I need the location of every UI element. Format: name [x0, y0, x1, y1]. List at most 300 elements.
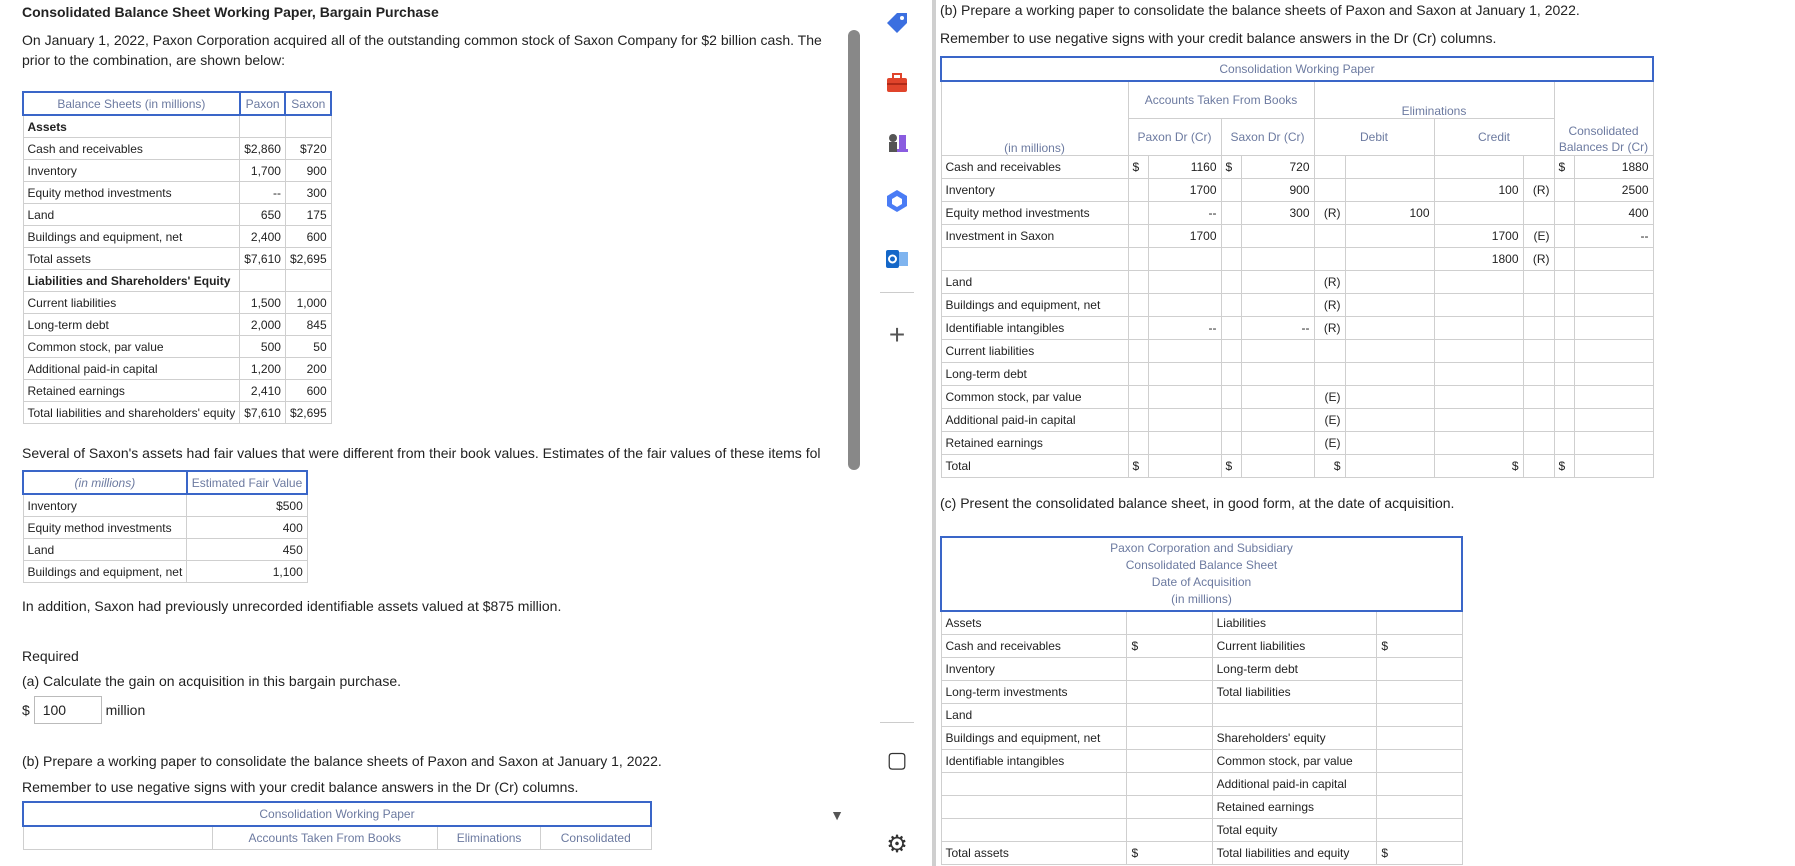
wp-saxon-dollar	[1221, 317, 1241, 340]
cbs-row	[941, 842, 1462, 865]
wp-paxon-input[interactable]	[1148, 409, 1221, 432]
wp-debit-code: (R)	[1314, 202, 1345, 225]
fv-value: $500	[187, 494, 308, 517]
bs-paxon-value: 2,410	[240, 380, 286, 402]
left-scrollbar[interactable]	[848, 30, 860, 470]
fv-label: Land	[23, 539, 187, 561]
wp-elim-header: Eliminations	[1314, 81, 1554, 119]
wp-paxon-input[interactable]: 1700	[1148, 179, 1221, 202]
wp-consol-input[interactable]	[1574, 409, 1653, 432]
cbs-liability-label: Common stock, par value	[1212, 750, 1377, 773]
tag-icon[interactable]	[882, 10, 912, 40]
wp-saxon-input[interactable]	[1241, 294, 1314, 317]
bs-header-cell: Paxon	[240, 92, 286, 115]
cbs-row	[941, 727, 1462, 750]
wp-credit-input[interactable]	[1434, 317, 1523, 340]
bs-row	[23, 402, 331, 424]
bs-saxon-value: 175	[285, 204, 331, 226]
wp-saxon-input[interactable]	[1241, 225, 1314, 248]
consolidated-balance-sheet	[940, 536, 1463, 865]
wp-account-label: Common stock, par value	[941, 386, 1128, 409]
wp-credit-code: (E)	[1523, 225, 1554, 248]
wp-paxon-input[interactable]: 1700	[1148, 225, 1221, 248]
wp-saxon-dollar	[1221, 225, 1241, 248]
bs-paxon-value: --	[240, 182, 286, 204]
wp-credit-input[interactable]	[1434, 386, 1523, 409]
cbs-asset-label: Long-term investments	[941, 681, 1127, 704]
wp-paxon-input[interactable]	[1148, 432, 1221, 455]
bs-row	[23, 314, 331, 336]
problem-title: Consolidated Balance Sheet Working Paper, Bargain Purchase	[22, 4, 439, 20]
wp-credit-input[interactable]	[1434, 432, 1523, 455]
cbs-asset-label: Total assets	[941, 842, 1127, 865]
wp-saxon-dollar	[1221, 340, 1241, 363]
bs-saxon-value: 600	[285, 226, 331, 248]
bs-paxon-value: $7,610	[240, 248, 286, 270]
right-pane	[940, 0, 1795, 866]
wp-debit-input[interactable]	[1345, 386, 1434, 409]
add-icon[interactable]: +	[888, 319, 906, 350]
wp-credit-code	[1523, 202, 1554, 225]
cbs-row	[941, 819, 1462, 842]
cbs-liability-input[interactable]	[1377, 796, 1462, 819]
fv-header-cell: Estimated Fair Value	[187, 471, 308, 494]
cbs-asset-input[interactable]	[1127, 796, 1212, 819]
bs-row	[23, 292, 331, 314]
cbs-asset-label: Buildings and equipment, net	[941, 727, 1127, 750]
fv-label: Equity method investments	[23, 517, 187, 539]
cbs-liability-input[interactable]	[1377, 704, 1462, 727]
wp-saxon-input[interactable]	[1241, 271, 1314, 294]
cbs-asset-label: Land	[941, 704, 1127, 727]
wp-row	[941, 248, 1653, 271]
part-b-instruction-left: Remember to use negative signs with your credit balance answers in the Dr (Cr) columns.	[22, 779, 579, 795]
wp-debit-input[interactable]	[1345, 248, 1434, 271]
fv-row	[23, 561, 307, 583]
wp-saxon-dollar	[1221, 294, 1241, 317]
panel-icon[interactable]: ▢	[886, 747, 908, 772]
wp-credit-code	[1523, 294, 1554, 317]
balance-sheets-table	[22, 91, 332, 424]
cbs-asset-input[interactable]	[1127, 611, 1212, 635]
wp-credit-code: (R)	[1523, 179, 1554, 202]
bs-label: Retained earnings	[23, 380, 240, 402]
cbs-asset-label: Cash and receivables	[941, 635, 1127, 658]
wp-debit-header: Debit	[1314, 119, 1434, 156]
wp-debit-code	[1314, 340, 1345, 363]
cbs-asset-label: Assets	[941, 611, 1127, 635]
wp-credit-code: (R)	[1523, 248, 1554, 271]
cbs-units: (in millions)	[1171, 592, 1232, 606]
bs-label: Liabilities and Shareholders' Equity	[23, 270, 240, 292]
bs-row	[23, 380, 331, 402]
wp-paxon-input[interactable]	[1148, 363, 1221, 386]
wp-credit-code	[1523, 432, 1554, 455]
wp-consol-dollar	[1554, 202, 1574, 225]
wp-paxon-dollar: $	[1128, 156, 1148, 179]
cbs-row	[941, 750, 1462, 773]
wp-saxon-input[interactable]	[1241, 432, 1314, 455]
wp-account-label: Land	[941, 271, 1128, 294]
bs-paxon-value: 1,200	[240, 358, 286, 380]
wp-consol-input[interactable]	[1574, 455, 1653, 478]
bs-saxon-value: 50	[285, 336, 331, 358]
wp-debit-code: $	[1314, 455, 1345, 478]
part-b-question: (b) Prepare a working paper to consolidate the balance sheets of Paxon and Saxon at January 1, 2022.	[940, 2, 1580, 18]
cbs-liability-input[interactable]	[1377, 611, 1462, 635]
wp-saxon-input[interactable]: 720	[1241, 156, 1314, 179]
intro-line-2: prior to the combination, are shown below:	[22, 52, 286, 68]
wp-credit-code	[1523, 386, 1554, 409]
gain-answer-row	[22, 696, 145, 724]
wp-debit-code	[1314, 179, 1345, 202]
cbs-asset-label	[941, 819, 1127, 842]
wp-consol-dollar	[1554, 294, 1574, 317]
wp-paxon-input[interactable]: --	[1148, 317, 1221, 340]
wp-paxon-input[interactable]	[1148, 294, 1221, 317]
wp-account-label: Cash and receivables	[941, 156, 1128, 179]
cbs-liability-label: Long-term debt	[1212, 658, 1377, 681]
wp-consol-input[interactable]	[1574, 340, 1653, 363]
copilot-icon[interactable]	[882, 188, 912, 218]
cbs-liability-label	[1212, 704, 1377, 727]
bs-saxon-value: 845	[285, 314, 331, 336]
wp-saxon-input[interactable]	[1241, 455, 1314, 478]
wp-consol-dollar: $	[1554, 455, 1574, 478]
settings-icon[interactable]: ⚙	[886, 831, 908, 858]
wp-row	[941, 294, 1653, 317]
cbs-row	[941, 611, 1462, 635]
bs-saxon-value	[285, 115, 331, 138]
required-label: Required	[22, 648, 79, 664]
bs-row	[23, 160, 331, 182]
cbs-row	[941, 704, 1462, 727]
cbs-asset-input[interactable]: $	[1127, 635, 1212, 658]
cbs-liability-input[interactable]	[1377, 819, 1462, 842]
wp-debit-input[interactable]	[1345, 294, 1434, 317]
wp-consol-input[interactable]	[1574, 432, 1653, 455]
wp-paxon-dollar	[1128, 363, 1148, 386]
wp-row	[941, 156, 1653, 179]
bs-label: Long-term debt	[23, 314, 240, 336]
wp-paxon-input[interactable]: --	[1148, 202, 1221, 225]
wp-account-label: Buildings and equipment, net	[941, 294, 1128, 317]
wp-books-header-left: Accounts Taken From Books	[212, 826, 438, 850]
wp-credit-input[interactable]	[1434, 271, 1523, 294]
wp-consol-input[interactable]: --	[1574, 225, 1653, 248]
wp-account-label: Current liabilities	[941, 340, 1128, 363]
part-b-instruction: Remember to use negative signs with your credit balance answers in the Dr (Cr) columns.	[940, 30, 1497, 46]
cbs-liability-input[interactable]	[1377, 727, 1462, 750]
million-label: million	[105, 702, 146, 718]
bs-header-cell: Balance Sheets (in millions)	[23, 92, 240, 115]
cbs-liability-label: Shareholders' equity	[1212, 727, 1377, 750]
cbs-row	[941, 681, 1462, 704]
wp-consol-input[interactable]	[1574, 271, 1653, 294]
bs-label: Buildings and equipment, net	[23, 226, 240, 248]
working-paper-table	[940, 56, 1654, 478]
browser-sidebar	[830, 0, 936, 866]
fv-label: Buildings and equipment, net	[23, 561, 187, 583]
wp-debit-code: (R)	[1314, 271, 1345, 294]
wp-saxon-input[interactable]	[1241, 363, 1314, 386]
bs-saxon-value: 900	[285, 160, 331, 182]
cbs-asset-label: Inventory	[941, 658, 1127, 681]
wp-debit-code	[1314, 363, 1345, 386]
wp-paxon-dollar	[1128, 248, 1148, 271]
bs-label: Equity method investments	[23, 182, 240, 204]
wp-consol-dollar	[1554, 386, 1574, 409]
wp-saxon-input[interactable]	[1241, 248, 1314, 271]
wp-saxon-dollar	[1221, 363, 1241, 386]
wp-elim-header-left: Eliminations	[438, 826, 541, 850]
wp-credit-input[interactable]	[1434, 156, 1523, 179]
wp-paxon-dollar	[1128, 432, 1148, 455]
wp-account-label: Equity method investments	[941, 202, 1128, 225]
wp-credit-header: Credit	[1434, 119, 1554, 156]
bs-label: Additional paid-in capital	[23, 358, 240, 380]
cbs-asset-input[interactable]	[1127, 727, 1212, 750]
cbs-liability-label: Additional paid-in capital	[1212, 773, 1377, 796]
fv-row	[23, 517, 307, 539]
bs-label: Land	[23, 204, 240, 226]
cbs-asset-input[interactable]	[1127, 681, 1212, 704]
wp-credit-input[interactable]	[1434, 294, 1523, 317]
cbs-asset-input[interactable]	[1127, 773, 1212, 796]
cbs-asset-label: Identifiable intangibles	[941, 750, 1127, 773]
wp-consol-dollar	[1554, 248, 1574, 271]
wp-debit-input[interactable]	[1345, 179, 1434, 202]
wp-paxon-dollar	[1128, 294, 1148, 317]
bs-row	[23, 248, 331, 270]
bs-saxon-value: 600	[285, 380, 331, 402]
fv-value: 400	[187, 517, 308, 539]
part-a-question: (a) Calculate the gain on acquisition in this bargain purchase.	[22, 673, 402, 689]
cbs-liability-input[interactable]: $	[1377, 635, 1462, 658]
wp-consol-header-left: Consolidated	[541, 826, 651, 850]
wp-credit-input[interactable]: $	[1434, 455, 1523, 478]
wp-consol-input[interactable]	[1574, 294, 1653, 317]
fv-header-cell: (in millions)	[23, 471, 187, 494]
bs-saxon-value: 1,000	[285, 292, 331, 314]
wp-account-label: Total	[941, 455, 1128, 478]
fv-value: 1,100	[187, 561, 308, 583]
scroll-down-arrow-icon[interactable]: ▼	[830, 807, 844, 823]
wp-account-label: Investment in Saxon	[941, 225, 1128, 248]
wp-saxon-dollar	[1221, 271, 1241, 294]
bs-paxon-value: 1,700	[240, 160, 286, 182]
wp-consol-input[interactable]	[1574, 317, 1653, 340]
wp-debit-input[interactable]	[1345, 271, 1434, 294]
wp-row	[941, 202, 1653, 225]
wp-consol-input[interactable]: 2500	[1574, 179, 1653, 202]
gain-input[interactable]: 100	[34, 696, 102, 724]
wp-debit-input[interactable]	[1345, 317, 1434, 340]
bs-paxon-value	[240, 270, 286, 292]
wp-saxon-dollar	[1221, 179, 1241, 202]
outlook-icon[interactable]	[882, 246, 912, 276]
cbs-company: Paxon Corporation and Subsidiary	[1110, 541, 1293, 555]
wp-account-label: Inventory	[941, 179, 1128, 202]
wp-paxon-dollar	[1128, 386, 1148, 409]
cbs-row	[941, 635, 1462, 658]
bs-label: Current liabilities	[23, 292, 240, 314]
wp-debit-input[interactable]	[1345, 363, 1434, 386]
wp-consol-dollar: $	[1554, 156, 1574, 179]
wp-credit-input[interactable]: 1800	[1434, 248, 1523, 271]
wp-saxon-dollar	[1221, 386, 1241, 409]
wp-credit-input[interactable]: 100	[1434, 179, 1523, 202]
cbs-row	[941, 773, 1462, 796]
wp-consol-header: Consolidated Balances Dr (Cr)	[1554, 81, 1653, 156]
wp-row	[941, 179, 1653, 202]
wp-saxon-dollar	[1221, 432, 1241, 455]
wp-debit-input[interactable]	[1345, 432, 1434, 455]
wp-consol-input[interactable]: 1880	[1574, 156, 1653, 179]
bs-label: Common stock, par value	[23, 336, 240, 358]
wp-saxon-input[interactable]: 900	[1241, 179, 1314, 202]
bs-label: Inventory	[23, 160, 240, 182]
bs-label: Assets	[23, 115, 240, 138]
cbs-liability-input[interactable]: $	[1377, 842, 1462, 865]
wp-row	[941, 432, 1653, 455]
bs-paxon-value: 650	[240, 204, 286, 226]
wp-debit-input[interactable]	[1345, 455, 1434, 478]
cbs-liability-input[interactable]	[1377, 750, 1462, 773]
bs-saxon-value: $2,695	[285, 248, 331, 270]
cbs-liability-input[interactable]	[1377, 681, 1462, 704]
bs-saxon-value: $720	[285, 138, 331, 160]
part-b-question-left: (b) Prepare a working paper to consolidate the balance sheets of Paxon and Saxon at January 1, 2022.	[22, 753, 662, 769]
wp-debit-code	[1314, 225, 1345, 248]
bs-saxon-value: $2,695	[285, 402, 331, 424]
wp-saxon-input[interactable]: 300	[1241, 202, 1314, 225]
wp-paxon-dollar	[1128, 202, 1148, 225]
bs-row	[23, 226, 331, 248]
wp-paxon-input[interactable]	[1148, 386, 1221, 409]
fv-row	[23, 494, 307, 517]
wp-paxon-input[interactable]: 1160	[1148, 156, 1221, 179]
wp-credit-input[interactable]: 1700	[1434, 225, 1523, 248]
wp-account-label	[941, 248, 1128, 271]
cbs-asset-input[interactable]	[1127, 704, 1212, 727]
wp-row	[941, 363, 1653, 386]
wp-consol-dollar	[1554, 271, 1574, 294]
cbs-statement: Consolidated Balance Sheet	[1125, 558, 1278, 572]
fv-label: Inventory	[23, 494, 187, 517]
wp-row	[941, 455, 1653, 478]
wp-debit-input[interactable]	[1345, 225, 1434, 248]
cbs-row	[941, 658, 1462, 681]
wp-row	[941, 317, 1653, 340]
cbs-liability-label: Liabilities	[1212, 611, 1377, 635]
wp-paxon-input[interactable]	[1148, 248, 1221, 271]
bs-row	[23, 182, 331, 204]
wp-credit-input[interactable]	[1434, 202, 1523, 225]
wp-consol-input[interactable]	[1574, 248, 1653, 271]
dollar-sign: $	[22, 702, 30, 718]
bs-row	[23, 204, 331, 226]
wp-debit-code: (R)	[1314, 317, 1345, 340]
wp-paxon-dollar	[1128, 340, 1148, 363]
cbs-date: Date of Acquisition	[1151, 575, 1252, 589]
cbs-asset-input[interactable]	[1127, 819, 1212, 842]
left-pane	[0, 0, 850, 866]
wp-debit-input[interactable]	[1345, 156, 1434, 179]
unrecorded-assets-note: In addition, Saxon had previously unrecorded identifiable assets valued at $875 million.	[22, 598, 562, 614]
wp-debit-input[interactable]	[1345, 340, 1434, 363]
wp-credit-input[interactable]	[1434, 409, 1523, 432]
fv-row	[23, 539, 307, 561]
wp-paxon-input[interactable]	[1148, 455, 1221, 478]
cbs-asset-label	[941, 796, 1127, 819]
wp-saxon-input[interactable]	[1241, 409, 1314, 432]
wp-books-header: Accounts Taken From Books	[1128, 81, 1314, 119]
wp-credit-input[interactable]	[1434, 340, 1523, 363]
bs-saxon-value	[285, 270, 331, 292]
toolbox-icon[interactable]	[882, 70, 912, 100]
wp-debit-code	[1314, 156, 1345, 179]
wp-credit-code	[1523, 317, 1554, 340]
wp-saxon-dollar: $	[1221, 156, 1241, 179]
wp-consol-input[interactable]: 400	[1574, 202, 1653, 225]
wp-consol-input[interactable]	[1574, 386, 1653, 409]
wp-paxon-input[interactable]	[1148, 271, 1221, 294]
wp-credit-code	[1523, 363, 1554, 386]
bs-paxon-value: $7,610	[240, 402, 286, 424]
cbs-liability-input[interactable]	[1377, 773, 1462, 796]
wp-consol-dollar	[1554, 225, 1574, 248]
wp-credit-code	[1523, 340, 1554, 363]
wp-saxon-input[interactable]: --	[1241, 317, 1314, 340]
cbs-asset-input[interactable]	[1127, 750, 1212, 773]
wp-paxon-dollar	[1128, 317, 1148, 340]
wp-paxon-dollar	[1128, 225, 1148, 248]
wp-debit-input[interactable]: 100	[1345, 202, 1434, 225]
wp-paxon-input[interactable]	[1148, 340, 1221, 363]
wp-debit-input[interactable]	[1345, 409, 1434, 432]
fair-value-table	[22, 470, 308, 583]
wp-paxon-dollar	[1128, 409, 1148, 432]
bs-paxon-value: $2,860	[240, 138, 286, 160]
bs-paxon-value: 1,500	[240, 292, 286, 314]
cbs-asset-label	[941, 773, 1127, 796]
chess-icon[interactable]	[882, 130, 912, 160]
wp-saxon-input[interactable]	[1241, 340, 1314, 363]
wp-consol-input[interactable]	[1574, 363, 1653, 386]
wp-saxon-dollar	[1221, 409, 1241, 432]
intro-line-1: On January 1, 2022, Paxon Corporation acquired all of the outstanding common stock of Saxon Company for $2 billion cash. The	[22, 32, 822, 48]
fv-value: 450	[187, 539, 308, 561]
wp-debit-code	[1314, 248, 1345, 271]
cbs-asset-input[interactable]	[1127, 658, 1212, 681]
cbs-header	[941, 537, 1462, 611]
wp-credit-input[interactable]	[1434, 363, 1523, 386]
bs-row	[23, 358, 331, 380]
wp-account-label: Long-term debt	[941, 363, 1128, 386]
wp-paxon-dollar	[1128, 271, 1148, 294]
wp-title: Consolidation Working Paper	[941, 57, 1653, 81]
wp-consol-dollar	[1554, 340, 1574, 363]
wp-title-left: Consolidation Working Paper	[23, 802, 651, 826]
cbs-liability-input[interactable]	[1377, 658, 1462, 681]
sidebar-separator	[880, 292, 914, 293]
wp-saxon-input[interactable]	[1241, 386, 1314, 409]
cbs-asset-input[interactable]: $	[1127, 842, 1212, 865]
bs-saxon-value: 200	[285, 358, 331, 380]
bs-label: Cash and receivables	[23, 138, 240, 160]
wp-paxon-dollar: $	[1128, 455, 1148, 478]
